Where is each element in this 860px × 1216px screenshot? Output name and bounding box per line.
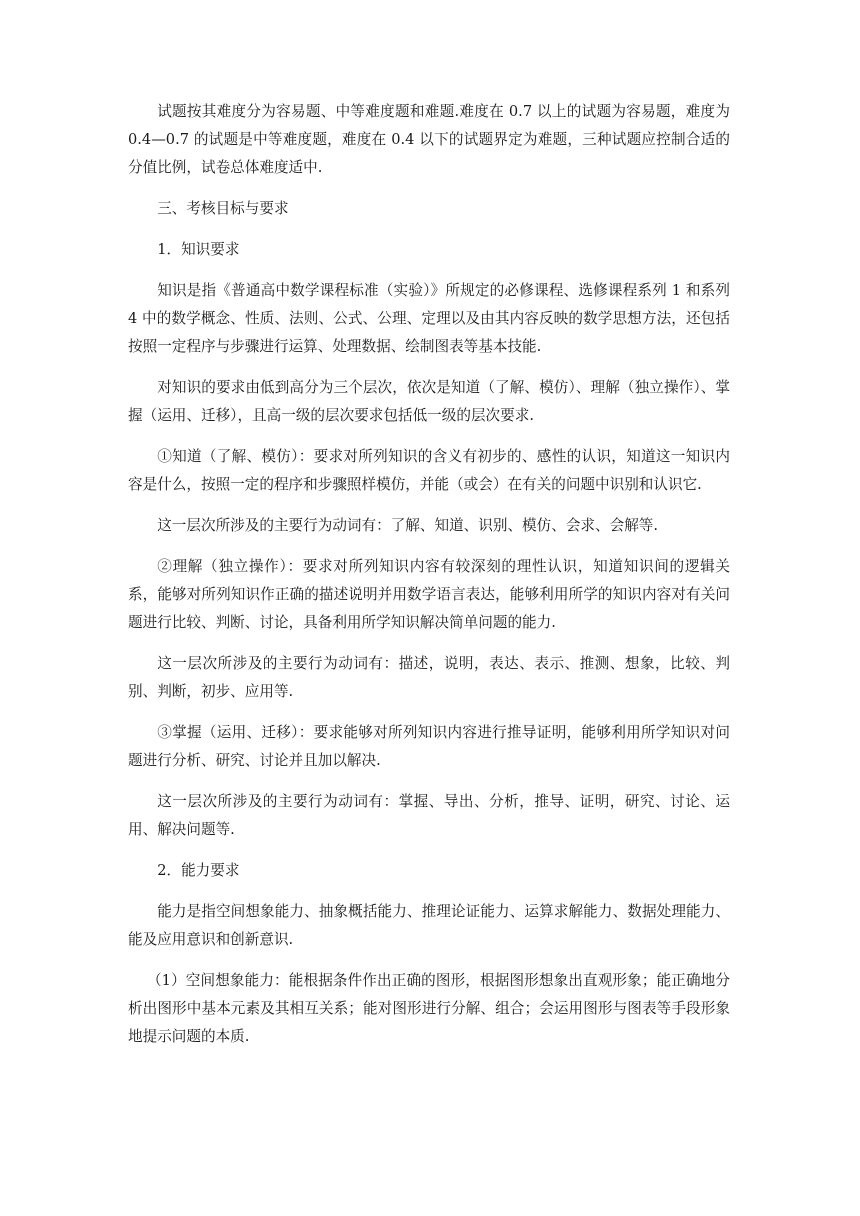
paragraph-level-know: ①知道（了解、模仿）：要求对所列知识的含义有初步的、感性的认识，知道这一知识内容是什么，按照一定的程序和步骤照样模仿，并能（或会）在有关的问题中识别和认识它. [128,448,730,493]
paragraph-level-master: ③掌握（运用、迁移）：要求能够对所列知识内容进行推导证明，能够利用所学知识对问题进行分析、研究、讨论并且加以解决. [128,724,730,769]
paragraph-level-understand-verbs: 这一层次所涉及的主要行为动词有：描述，说明，表达、表示、推测、想象，比较、判别、判断，初步、应用等. [128,655,730,700]
paragraph-difficulty: 试题按其难度分为容易题、中等难度题和难题.难度在 0.7 以上的试题为容易题，难度为 0.4—0.7 的试题是中等难度题，难度在 0.4 以下的试题界定为难题，三种试题应控制合适的分值比例，试卷总体难度适中. [128,103,730,176]
paragraph-level-know-verbs: 这一层次所涉及的主要行为动词有：了解、知道、识别、模仿、会求、会解等. [157,517,659,534]
paragraph-knowledge-levels: 对知识的要求由低到高分为三个层次，依次是知道（了解、模仿）、理解（独立操作）、掌握（运用、迁移），且高一级的层次要求包括低一级的层次要求. [128,379,730,424]
subheading-ability: 2．能力要求 [157,862,240,879]
section-heading-objectives: 三、考核目标与要求 [157,200,289,217]
document-body [128,98,730,1064]
paragraph-spatial-imagination: （1）空间想象能力：能根据条件作出正确的图形，根据图形想象出直观形象；能正确地分析出图形中基本元素及其相互关系；能对图形进行分解、组合；会运用图形与图表等手段形象地提示问题的本质. [128,972,730,1045]
paragraph-level-understand: ②理解（独立操作）：要求对所列知识内容有较深刻的理性认识，知道知识间的逻辑关系，能够对所列知识作正确的描述说明并用数学语言表达，能够利用所学的知识内容对有关问题进行比较、判断、讨论，具备利用所学知识解决简单问题的能力. [128,558,730,631]
subheading-knowledge: 1．知识要求 [157,241,240,258]
paragraph-ability-definition: 能力是指空间想象能力、抽象概括能力、推理论证能力、运算求解能力、数据处理能力、能及应用意识和创新意识. [128,903,730,948]
paragraph-level-master-verbs: 这一层次所涉及的主要行为动词有：掌握、导出、分析，推导、证明，研究、讨论、运用、解决问题等. [128,793,730,838]
paragraph-knowledge-definition: 知识是指《普通高中数学课程标准（实验）》所规定的必修课程、选修课程系列 1 和系列 4 中的数学概念、性质、法则、公式、公理、定理以及由其内容反映的数学思想方法，还包括按照一定程序与步骤进行运算、处理数据、绘制图表等基本技能. [128,282,730,355]
